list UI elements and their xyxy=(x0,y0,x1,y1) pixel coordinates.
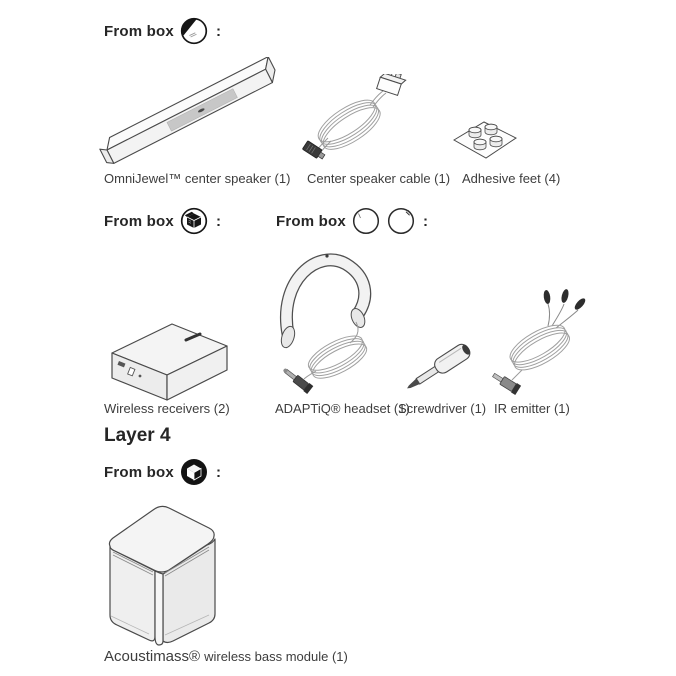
item-label-bass-module xyxy=(104,648,348,666)
item-label-center-speaker: OmniJewel™ center speaker (1) xyxy=(104,171,291,186)
item-label-wireless-receivers: Wireless receivers (2) xyxy=(104,401,230,416)
header-colon: : xyxy=(215,22,222,40)
from-box-header-3 xyxy=(276,206,428,236)
item-label-center-speaker-cable: Center speaker cable (1) xyxy=(307,171,451,186)
from-box-label: From box xyxy=(104,212,174,230)
carton-box-icon xyxy=(179,206,209,236)
center-speaker-cable-illustration xyxy=(300,74,410,169)
screwdriver-illustration xyxy=(396,333,481,401)
header-colon: : xyxy=(422,212,429,230)
from-box-label: From box xyxy=(104,22,174,40)
header-colon: : xyxy=(215,212,222,230)
header-colon: : xyxy=(215,463,222,481)
layer-4-heading: Layer 4 xyxy=(104,425,171,446)
ir-emitter-illustration xyxy=(490,282,590,400)
item-label-screwdriver: Screwdriver (1) xyxy=(398,401,487,416)
from-box-header-2 xyxy=(104,206,221,236)
adhesive-feet-illustration xyxy=(450,112,520,162)
from-box-header-1 xyxy=(104,16,221,46)
from-box-header-4 xyxy=(104,457,221,487)
dark-cube-box-icon xyxy=(179,457,209,487)
omnijewel-center-speaker-illustration xyxy=(94,57,279,167)
adaptiq-headset-illustration xyxy=(270,242,390,400)
bass-module-brand-text: Acoustimass® xyxy=(104,648,201,665)
from-box-label: From box xyxy=(104,463,174,481)
item-label-adhesive-feet: Adhesive feet (4) xyxy=(462,171,561,186)
wireless-receiver-illustration xyxy=(96,317,236,409)
item-label-ir-emitter: IR emitter (1) xyxy=(494,401,570,416)
acoustimass-bass-module-illustration xyxy=(97,499,227,649)
from-box-label: From box xyxy=(276,212,346,230)
item-label-adaptiq-headset: ADAPTiQ® headset (1) xyxy=(275,401,410,416)
round-box-soundbar-icon xyxy=(179,16,209,46)
bass-module-rest-text: wireless bass module (1) xyxy=(204,649,348,664)
round-box-tick-right-icon xyxy=(386,206,416,236)
round-box-tick-left-icon xyxy=(351,206,381,236)
